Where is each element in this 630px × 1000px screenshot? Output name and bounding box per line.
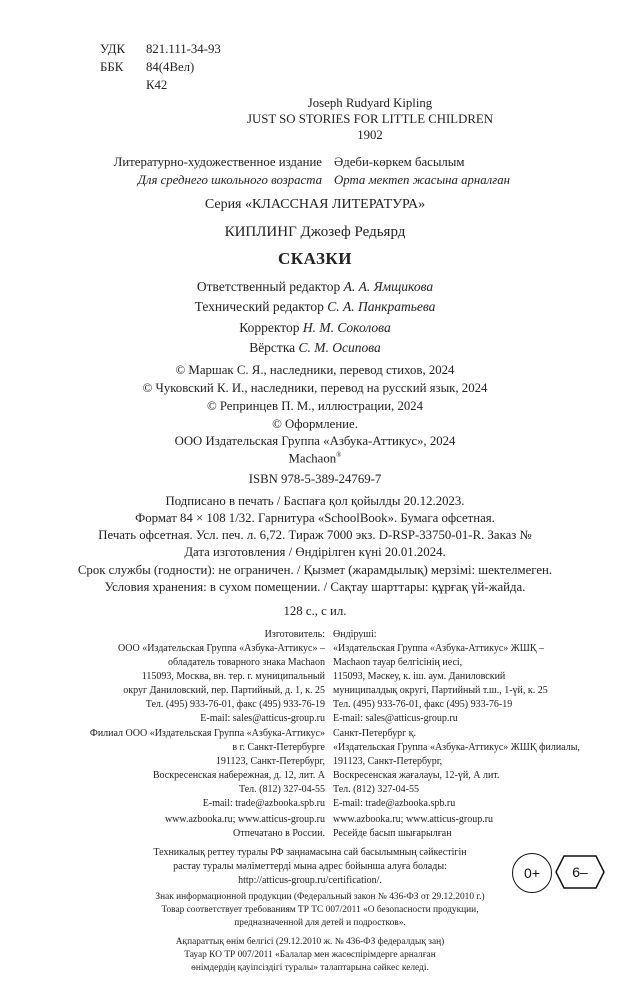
credit-role: Технический редактор	[194, 299, 324, 314]
copyright-line: © Чуковский К. И., наследники, перевод на русский язык, 2024	[142, 381, 488, 395]
branch-kz-line: E-mail: trade@azbooka.spb.ru	[333, 798, 456, 809]
manufacturer-kz	[333, 628, 548, 726]
manufacturer-kz-line: муниципалдық округі, Партийный т.ш., 1-үй, к. 25	[333, 685, 548, 696]
tech-regulation	[100, 846, 520, 888]
original-year: 1902	[357, 128, 383, 142]
edition-ru-line2: Для среднего школьного возраста	[137, 173, 322, 187]
credit-role: Вёрстка	[249, 340, 296, 355]
branch-ru-line: 191123, Санкт-Петербург,	[215, 756, 325, 767]
print-info-line: Формат 84 × 108 1/32. Гарнитура «SchoolBook». Бумага офсетная.	[135, 511, 495, 525]
bbk-label: ББК	[100, 60, 124, 74]
credit-role: Ответственный редактор	[196, 279, 341, 294]
manufacturer-ru	[80, 628, 325, 726]
manufacturer-ru-line: округ Даниловский, пер. Партийный, д. 1, к. 25	[123, 685, 325, 696]
copyright-line: © Маршак С. Я., наследники, перевод стихов, 2024	[175, 363, 455, 377]
age-rating-0-badge	[512, 853, 552, 893]
web-kz-line: www.azbooka.ru; www.atticus-group.ru	[333, 814, 494, 825]
tech-reg-line: Техникалық реттеу туралы РФ заңнамасына сай басылымның сәйкестігін	[153, 847, 467, 858]
author-mark: К42	[146, 78, 168, 92]
web-ru-line: Отпечатано в России.	[233, 828, 325, 839]
credit-name: А. А. Ямщикова	[343, 279, 434, 294]
page-count: 128 с., с ил.	[283, 604, 347, 618]
copyright-machaon	[0, 451, 630, 466]
manufacturer-kz-line: 115093, Мәскеу, к. іш. аум. Даниловский	[333, 671, 506, 682]
kz-law-line: Ақпараттық өнім белгісі (29.12.2010 ж. № 436-ФЗ федералдық заң)	[175, 937, 445, 947]
age-rating-6-badge	[555, 855, 605, 889]
info-product-line: Товар соответствует требованиям ТР ТС 007/2011 «О безопасности продукции,	[161, 905, 479, 915]
branch-kz	[333, 727, 580, 811]
credit-editor	[0, 279, 630, 295]
credit-layout	[0, 340, 630, 356]
copyright-line: © Репринцев П. М., иллюстрации, 2024	[206, 399, 424, 413]
manufacturer-kz-line: Тел. (495) 933-76-01, факс (495) 933-76-19	[333, 699, 513, 710]
print-info-line: Печать офсетная. Усл. печ. л. 6,72. Тираж 7000 экз. D-RSP-33750-01-R. Заказ №	[98, 528, 532, 542]
info-product-notice	[130, 891, 510, 930]
info-product-line: предназначенной для детей и подростков».	[234, 918, 406, 928]
credit-name: С. М. Осипова	[298, 340, 381, 355]
manufacturer-kz-line: Өндіруші:	[333, 629, 377, 640]
kz-law-notice	[100, 936, 520, 975]
manufacturer-ru-line: E-mail: sales@atticus-group.ru	[200, 713, 325, 724]
manufacturer-ru-line: 115093, Москва, вн. тер. г. муниципальный	[141, 671, 325, 682]
edition-kz-line1: Әдеби-көркем басылым	[334, 155, 465, 169]
web-ru-line: www.azbooka.ru; www.atticus-group.ru	[164, 814, 325, 825]
branch-ru-line: в г. Санкт-Петербурге	[232, 742, 325, 753]
age-rating-text: 6–	[572, 864, 588, 880]
manufacturer-kz-line: E-mail: sales@atticus-group.ru	[333, 713, 458, 724]
manufacturer-ru-line: ООО «Издательская Группа «Азбука-Аттикус» –	[118, 643, 325, 654]
branch-kz-line: Санкт-Петербург қ.	[333, 728, 417, 739]
tech-reg-line: http://atticus-group.ru/certification/.	[238, 875, 382, 886]
manufacturer-ru-line: обладатель товарного знака Machaon	[168, 657, 325, 668]
branch-kz-line: Тел. (812) 327-04-55	[333, 784, 419, 795]
manufacturer-ru-line: Тел. (495) 933-76-01, факс (495) 933-76-19	[145, 699, 325, 710]
udk-label: УДК	[100, 42, 126, 56]
udk-value: 821.111-34-93	[146, 42, 221, 56]
kz-law-line: Тауар КО ТР 007/2011 «Балалар мен жасөспірімдерге арналған	[184, 950, 436, 960]
print-info-line: Дата изготовления / Өндірілген күні 20.01.2024.	[184, 545, 446, 559]
branch-ru-line: E-mail: trade@azbooka.spb.ru	[202, 798, 325, 809]
web-ru	[80, 813, 325, 841]
branch-ru	[60, 727, 325, 811]
manufacturer-kz-line: «Издательская Группа «Азбука-Аттикус» ЖШҚ –	[333, 643, 545, 654]
branch-ru-line: Тел. (812) 327-04-55	[239, 784, 325, 795]
copyright-line: ООО Издательская Группа «Азбука-Аттикус», 2024	[174, 434, 456, 448]
info-product-line: Знак информационной продукции (Федеральный закон № 436-ФЗ от 29.12.2010 г.)	[155, 892, 485, 902]
branch-ru-line: Филиал ООО «Издательская Группа «Азбука-Аттикус»	[89, 728, 325, 739]
credit-role: Корректор	[239, 320, 300, 335]
print-info-line: Подписано в печать / Баспаға қол қойылды 20.12.2023.	[165, 494, 465, 508]
age-rating-text: 0+	[524, 865, 540, 881]
print-info-line: Условия хранения: в сухом помещении. / Сақтау шарттары: құрғақ үй-жайда.	[104, 580, 526, 594]
book-author: КИПЛИНГ Джозеф Редьярд	[224, 224, 406, 240]
branch-kz-line: 191123, Санкт-Петербург,	[333, 756, 443, 767]
credit-name: Н. М. Соколова	[302, 320, 391, 335]
original-title: JUST SO STORIES FOR LITTLE CHILDREN	[247, 112, 493, 126]
credit-proofreader	[0, 320, 630, 336]
book-title: СКАЗКИ	[278, 249, 352, 268]
manufacturer-kz-line: Machaon тауар белгісінің иесі,	[333, 657, 463, 668]
original-author: Joseph Rudyard Kipling	[307, 96, 433, 110]
series-line: Серия «КЛАССНАЯ ЛИТЕРАТУРА»	[204, 197, 426, 212]
bbk-value: 84(4Вел)	[146, 60, 195, 74]
web-kz	[333, 813, 493, 841]
registered-mark: ®	[336, 451, 342, 459]
isbn: ISBN 978-5-389-24769-7	[248, 472, 382, 486]
print-info-line: Срок службы (годности): не ограничен. / Қызмет (жарамдылық) мерзімі: шектелмеген.	[77, 563, 553, 577]
brand-machaon: Machaon	[288, 451, 337, 466]
web-kz-line: Ресейде басып шығарылған	[333, 828, 452, 839]
edition-kz-line2: Орта мектеп жасына арналған	[334, 173, 510, 187]
credit-name: С. А. Панкратьева	[327, 299, 436, 314]
credit-tech-editor	[0, 299, 630, 315]
branch-ru-line: Воскресенская набережная, д. 12, лит. А	[152, 770, 325, 781]
branch-kz-line: Воскресенская жағалауы, 12-үй, А лит.	[333, 770, 500, 781]
manufacturer-ru-line: Изготовитель:	[264, 629, 325, 640]
tech-reg-line: растау туралы мәліметтерді мына адрес бойынша алуға болады:	[173, 861, 447, 872]
branch-kz-line: «Издательская Группа «Азбука-Аттикус» ЖШҚ филиалы,	[333, 742, 580, 753]
edition-ru-line1: Литературно-художественное издание	[113, 155, 322, 169]
kz-law-line: өнімдердің қауіпсіздігі туралы» талаптарына сәйкес келеді.	[191, 963, 429, 973]
copyright-line: © Оформление.	[272, 417, 358, 431]
